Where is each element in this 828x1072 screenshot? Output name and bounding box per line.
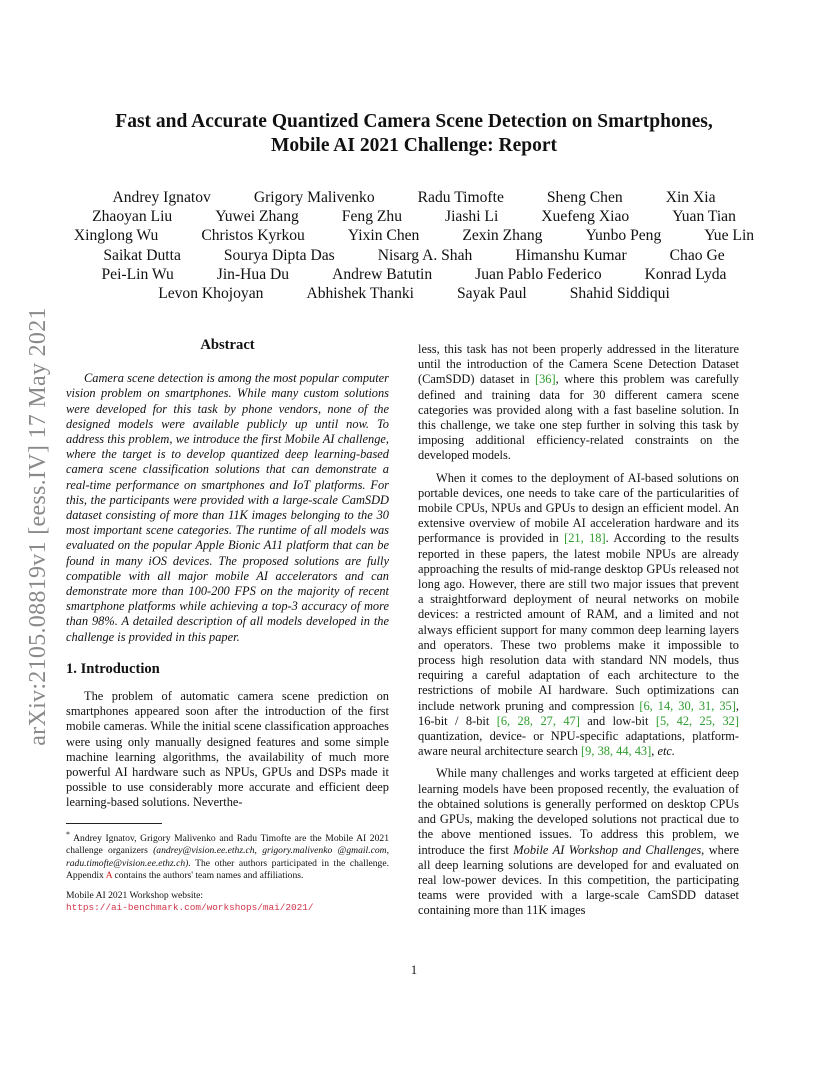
footnote-text-mid: The other authors participated in the challenge. Appendix: [66, 857, 389, 882]
text-run: , where all deep learning solutions are developed for and evaluated on real low-power devices. In this competition, the participating teams were provided with a large-scale CamSDD dataset containing more than 11K images: [418, 842, 740, 918]
citation-link[interactable]: [36]: [534, 372, 556, 387]
author-name: Pei-Lin Wu: [101, 265, 174, 283]
author-name: Radu Timofte: [417, 189, 504, 206]
author-name: Xinglong Wu: [73, 227, 159, 245]
text-run: quantization, device- or NPU-specific adaptations, platform-aware neural architecture search: [418, 729, 739, 759]
author-name: Konrad Lyda: [644, 265, 727, 283]
author-row: [60, 265, 768, 284]
abstract-heading: Abstract: [200, 337, 255, 353]
left-column: [66, 338, 389, 921]
author-name: Shahid Siddiqui: [569, 285, 670, 303]
right-paragraph-1: [418, 342, 739, 464]
citation-link[interactable]: [5, 42, 25, 32]: [655, 713, 739, 728]
author-name: Sourya Dipta Das: [223, 246, 335, 264]
author-name: Yunbo Peng: [585, 227, 662, 245]
paper-title: [60, 110, 768, 158]
footnote-text: Andrey Ignatov, Grigory Malivenko and Radu Timofte are the Mobile AI 2021 challenge organizers: [66, 832, 389, 857]
author-name: Yuwei Zhang: [215, 208, 299, 226]
workshop-website: [66, 890, 389, 915]
author-name: Saikat Dutta: [103, 246, 181, 264]
right-column: [418, 342, 739, 926]
title-line-1: Fast and Accurate Quantized Camera Scene Detection on Smartphones,: [115, 111, 713, 132]
appendix-link[interactable]: A: [105, 870, 113, 882]
author-name: Levon Khojoyan: [158, 285, 264, 303]
author-name: Xin Xia: [665, 189, 716, 206]
author-name: Nisarg A. Shah: [377, 246, 473, 264]
right-paragraph-3: [418, 766, 739, 918]
text-run: ,: [651, 744, 658, 759]
citation-link[interactable]: [6, 14, 30, 31, 35]: [639, 698, 736, 713]
text-run: , where this problem was carefully defined and training data for 30 different camera scene categories was provided along with a fast baseline solution. In this challenge, we take one step further in solving this task by imposing additional efficiency-related constraints on the developed models.: [418, 372, 739, 463]
author-name: Yuan Tian: [672, 208, 736, 226]
abstract-text: Camera scene detection is among the most popular computer vision problem on smartphones. While many custom solutions were developed for this task by phone vendors, none of the designed models were available publicly up until now. To address this problem, we introduce the first Mobile AI challenge, where the target is to develop quantized deep learning-based camera scene classification solutions that can demonstrate a real-time performance on smartphones and IoT platforms. For this, the participants were provided with a large-scale CamSDD dataset consisting of more than 11K images belonging to the 30 most important scene categories. The runtime of all models was evaluated on the popular Apple Bionic A11 platform that can be found in many iOS devices. The proposed solutions are fully compatible with all major mobile AI accelerators and can demonstrate more than 100-200 FPS on the majority of recent smartphone platforms while achieving a top-3 accuracy of more than 98%. A detailed description of all models developed in the challenge is provided in this paper.: [66, 371, 389, 644]
workshop-name: Mobile AI Workshop and Challenges: [513, 842, 702, 857]
author-row: [60, 207, 768, 226]
author-name: Sheng Chen: [546, 189, 623, 206]
text-run: and low-bit: [579, 713, 656, 728]
author-name: Grigory Malivenko: [253, 189, 375, 206]
arxiv-id: arXiv:2105.08819v1 [eess.IV] 17 May 2021: [24, 306, 51, 746]
website-label: Mobile AI 2021 Workshop website:: [66, 889, 204, 901]
author-name: Xuefeng Xiao: [541, 208, 630, 226]
author-name: Feng Zhu: [341, 208, 403, 226]
footnote-mark: *: [66, 829, 70, 839]
citation-link[interactable]: [6, 28, 27, 47]: [496, 713, 580, 728]
author-row: [60, 188, 768, 207]
text-run: less, this task has not been properly addressed in the literature until the introduction of the Camera Scene Detection Dataset (CamSDD) dataset in: [418, 342, 739, 387]
text-run: . According to the results reported in these papers, the latest mobile NPUs are already approaching the results of mid-range desktop GPUs released not long ago. However, there are still two major issues that prevent a straightforward deployment of neural networks on mobile devices: a restricted amount of RAM, and a limited and not always efficient support for many common deep learning layers and operators. These two problems make it impossible to process high resolution data with standard NN models, thus requiring a careful adaptation of each architecture to the restrictions of mobile AI hardware. Such optimizations can include network pruning and compression: [418, 531, 739, 713]
author-row: [60, 246, 768, 265]
footnote-text-end: contains the authors' team names and affiliations.: [112, 870, 304, 882]
title-line-2: Mobile AI 2021 Challenge: Report: [271, 135, 557, 156]
author-name: Sayak Paul: [457, 285, 527, 303]
author-name: Christos Kyrkou: [201, 227, 305, 245]
text-run: , 16-bit / 8-bit: [418, 698, 739, 728]
author-name: Jiashi Li: [445, 208, 499, 226]
author-name: Zhaoyan Liu: [92, 208, 173, 226]
author-name: Jin-Hua Du: [216, 265, 290, 283]
author-name: Himanshu Kumar: [515, 246, 627, 264]
citation-link[interactable]: [9, 38, 44, 43]: [581, 744, 652, 759]
citation-link[interactable]: [21, 18]: [564, 531, 606, 546]
text-run: When it comes to the deployment of AI-based solutions on portable devices, one needs to take care of the particularities of mobile CPUs, NPUs and GPUs to design an efficient model. An extensive overview of mobile AI acceleration hardware and its performance is provided in: [418, 470, 739, 546]
right-paragraph-2: [418, 471, 739, 760]
author-name: Andrey Ignatov: [112, 189, 211, 206]
website-link[interactable]: https://ai-benchmark.com/workshops/mai/2021/: [66, 901, 314, 913]
author-row: [60, 226, 768, 245]
author-name: Chao Ge: [669, 246, 725, 264]
author-name: Zexin Zhang: [462, 227, 543, 245]
introduction-paragraph: The problem of automatic camera scene prediction on smartphones appeared soon after the introduction of the first mobile cameras. While the initial scene classification approaches were using only manually designed features and some simple machine learning algorithms, the availability of much more powerful AI hardware such as NPUs, GPUs and DSPs made it possible to use considerably more accurate and efficient deep learning-based solutions. Neverthe-: [66, 689, 389, 810]
organizer-emails: (andrey@vision.ee.ethz.ch, grigory.malivenko @gmail.com, radu.timofte@vision.ee.ethz.ch).: [66, 845, 389, 869]
footnote: [66, 829, 389, 883]
author-name: Yixin Chen: [347, 227, 420, 245]
author-row: [60, 284, 768, 303]
text-run-italic: etc.: [657, 744, 676, 759]
author-name: Andrew Batutin: [332, 265, 433, 283]
author-name: Abhishek Thanki: [306, 285, 414, 303]
arxiv-stamp: [21, 282, 55, 770]
author-name: Juan Pablo Federico: [475, 265, 602, 283]
text-run: While many challenges and works targeted at efficient deep learning models have been proposed recently, the evaluation of the obtained solutions is generally performed on desktop CPUs and GPUs, making the developed solutions not practical due to the above mentioned issues. To address this problem, we introduce the first: [418, 766, 739, 857]
footnote-divider: [66, 823, 162, 824]
author-name: Yue Lin: [704, 227, 755, 245]
author-list: [60, 188, 768, 303]
page-number: 1: [410, 963, 418, 977]
introduction-heading: 1. Introduction: [66, 660, 160, 677]
